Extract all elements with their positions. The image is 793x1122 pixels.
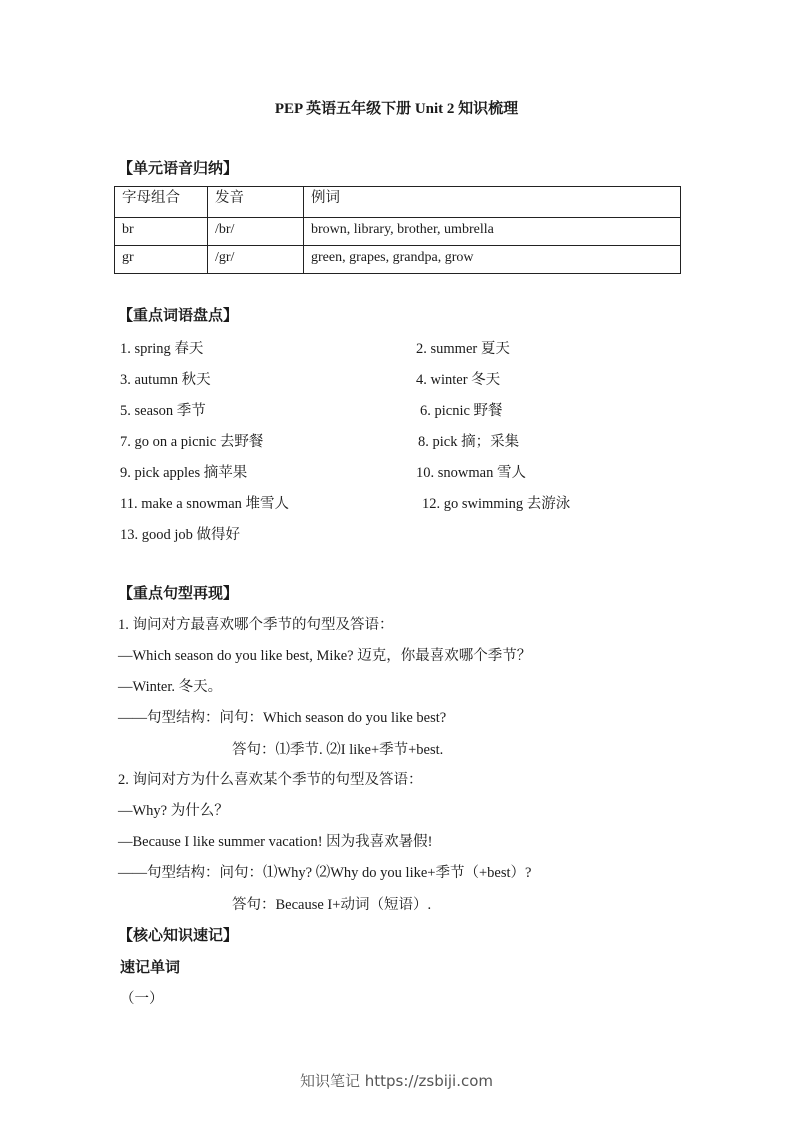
vocab-item: 10. snowman 雪人 <box>416 465 526 481</box>
table-cell: brown, library, brother, umbrella <box>304 218 681 246</box>
table-row <box>115 218 681 246</box>
section-heading-core: 【核心知识速记】 <box>118 926 239 944</box>
core-sub-item: （一） <box>120 991 164 1007</box>
sentence-line: 答句：⑴季节. ⑵I like+季节+best. <box>232 742 444 758</box>
vocab-item: 3. autumn 秋天 <box>120 372 211 388</box>
table-cell: green, grapes, grandpa, grow <box>304 246 681 274</box>
sentence-line: 答句：Because I+动词（短语）. <box>232 897 432 913</box>
vocab-item: 12. go swimming 去游泳 <box>422 496 571 512</box>
table-row <box>115 246 681 274</box>
sentence-line: ——句型结构：问句：Which season do you like best? <box>118 710 447 726</box>
vocab-item: 9. pick apples 摘苹果 <box>120 465 248 481</box>
vocab-item: 7. go on a picnic 去野餐 <box>120 434 264 450</box>
page-title: PEP 英语五年级下册 Unit 2 知识梳理 <box>274 101 519 117</box>
table-header-cell: 发音 <box>208 187 304 218</box>
sentence-line: ——句型结构：问句：⑴Why? ⑵Why do you like+季节（+best）? <box>118 865 532 881</box>
vocab-item: 13. good job 做得好 <box>120 527 241 543</box>
sentence-line: —Because I like summer vacation! 因为我喜欢暑假! <box>118 834 433 850</box>
table-cell: br <box>115 218 208 246</box>
vocab-item: 6. picnic 野餐 <box>420 403 503 419</box>
sentence-line: 1. 询问对方最喜欢哪个季节的句型及答语： <box>118 617 394 633</box>
section-heading-vocab: 【重点词语盘点】 <box>118 306 239 324</box>
sentence-line: —Winter. 冬天。 <box>118 679 223 695</box>
vocab-item: 1. spring 春天 <box>120 341 204 357</box>
vocab-item: 4. winter 冬天 <box>416 372 501 388</box>
section-heading-sentences: 【重点句型再现】 <box>118 584 239 602</box>
table-header-cell: 例词 <box>304 187 681 218</box>
table-cell: gr <box>115 246 208 274</box>
footer-watermark: 知识笔记 https://zsbiji.com <box>299 1072 494 1090</box>
vocab-item: 11. make a snowman 堆雪人 <box>120 496 290 512</box>
table-header-cell: 字母组合 <box>115 187 208 218</box>
sentence-line: —Which season do you like best, Mike? 迈克，你最喜欢哪个季节？ <box>118 648 532 664</box>
vocab-item: 5. season 季节 <box>120 403 206 419</box>
core-subheading: 速记单词 <box>120 958 181 976</box>
table-header-row <box>115 187 681 218</box>
vocab-item: 2. summer 夏天 <box>416 341 510 357</box>
table-cell: /br/ <box>208 218 304 246</box>
phonics-table <box>114 186 681 274</box>
section-heading-phonics: 【单元语音归纳】 <box>118 159 239 177</box>
table-cell: /gr/ <box>208 246 304 274</box>
sentence-line: —Why? 为什么？ <box>118 803 229 819</box>
vocab-item: 8. pick 摘；采集 <box>418 434 520 450</box>
sentence-line: 2. 询问对方为什么喜欢某个季节的句型及答语： <box>118 772 423 788</box>
